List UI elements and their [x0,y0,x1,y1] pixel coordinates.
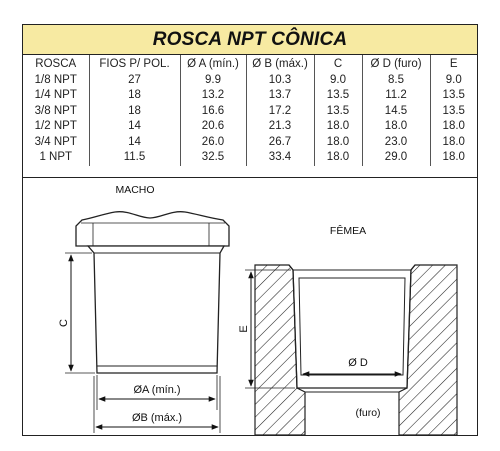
header-c: C [314,55,362,73]
femea-wall-left [255,265,305,435]
femea-label: FÊMEA [329,225,367,237]
dim-d-label: Ø D [348,357,368,369]
table-cell: 13.2 [180,88,246,104]
table-cell: 26.7 [246,135,314,151]
table-cell: 14.5 [362,104,430,120]
title-bar [23,25,477,55]
page-title: ROSCA NPT CÔNICA [152,28,348,50]
macho-label: MACHO [115,184,155,196]
header-fios: FIOS P/ POL. [89,55,180,73]
table-cell: 10.3 [246,73,314,89]
table-cell: 20.6 [180,119,246,135]
table-cell: 18.0 [314,135,362,151]
macho-drawing [58,184,229,433]
table-cell: 18.0 [430,150,477,166]
table-cell: 33.4 [246,150,314,166]
table-cell: 26.0 [180,135,246,151]
table-cell: 18.0 [430,135,477,151]
table-cell: 16.6 [180,104,246,120]
header-e: E [430,55,477,73]
table-cell: 9.9 [180,73,246,89]
macho-head [76,212,229,246]
table-header-row [23,55,477,73]
table-cell: 14 [89,135,180,151]
furo-label: (furo) [355,407,381,419]
table-row [23,73,477,89]
table-cell: 18.0 [430,119,477,135]
dim-c-label: C [58,319,70,327]
table-cell: 13.5 [314,88,362,104]
table-cell: 3/4 NPT [34,135,77,148]
header-diam-d: Ø D (furo) [362,55,430,73]
header-diam-b: Ø B (máx.) [246,55,314,73]
table-cell: 1/4 NPT [34,89,77,101]
table-cell: 8.5 [362,73,430,89]
table-cell: 29.0 [362,150,430,166]
table-cell: 11.2 [362,88,430,104]
table-row [23,135,477,151]
table-cell: 23.0 [362,135,430,151]
table-row [23,88,477,104]
table-cell: 1/8 NPT [34,73,77,86]
header-rosca: ROSCA [35,58,77,70]
npt-thread-spec-sheet [22,24,478,436]
table-row [23,104,477,120]
table-row [23,119,477,135]
npt-spec-table [23,55,477,166]
table-cell: 11.5 [89,150,180,166]
table-cell: 27 [89,73,180,89]
table-cell: 13.5 [430,104,477,120]
macho-body [88,246,224,373]
table-cell: 14 [89,119,180,135]
femea-drawing [238,224,457,435]
table-cell: 32.5 [180,150,246,166]
table-cell: 9.0 [314,73,362,89]
table-cell: 18.0 [314,119,362,135]
table-row [23,150,477,166]
table-cell: 9.0 [430,73,477,89]
table-cell: 21.3 [246,119,314,135]
dim-a-label: ØA (mín.) [133,384,181,396]
table-cell: 13.5 [430,88,477,104]
dim-b-label: ØB (máx.) [131,412,183,424]
table-cell: 18 [89,104,180,120]
table-cell: 13.5 [314,104,362,120]
header-diam-a: Ø A (mín.) [180,55,246,73]
table-cell: 1/2 NPT [34,120,77,132]
table-cell: 3/8 NPT [34,104,77,117]
table-cell: 18.0 [314,150,362,166]
thread-diagram [23,178,477,435]
table-cell: 17.2 [246,104,314,120]
table-cell: 1 NPT [39,151,73,163]
table-cell: 18 [89,88,180,104]
dim-e-label: E [238,325,250,333]
table-cell: 13.7 [246,88,314,104]
table-cell: 18.0 [362,119,430,135]
